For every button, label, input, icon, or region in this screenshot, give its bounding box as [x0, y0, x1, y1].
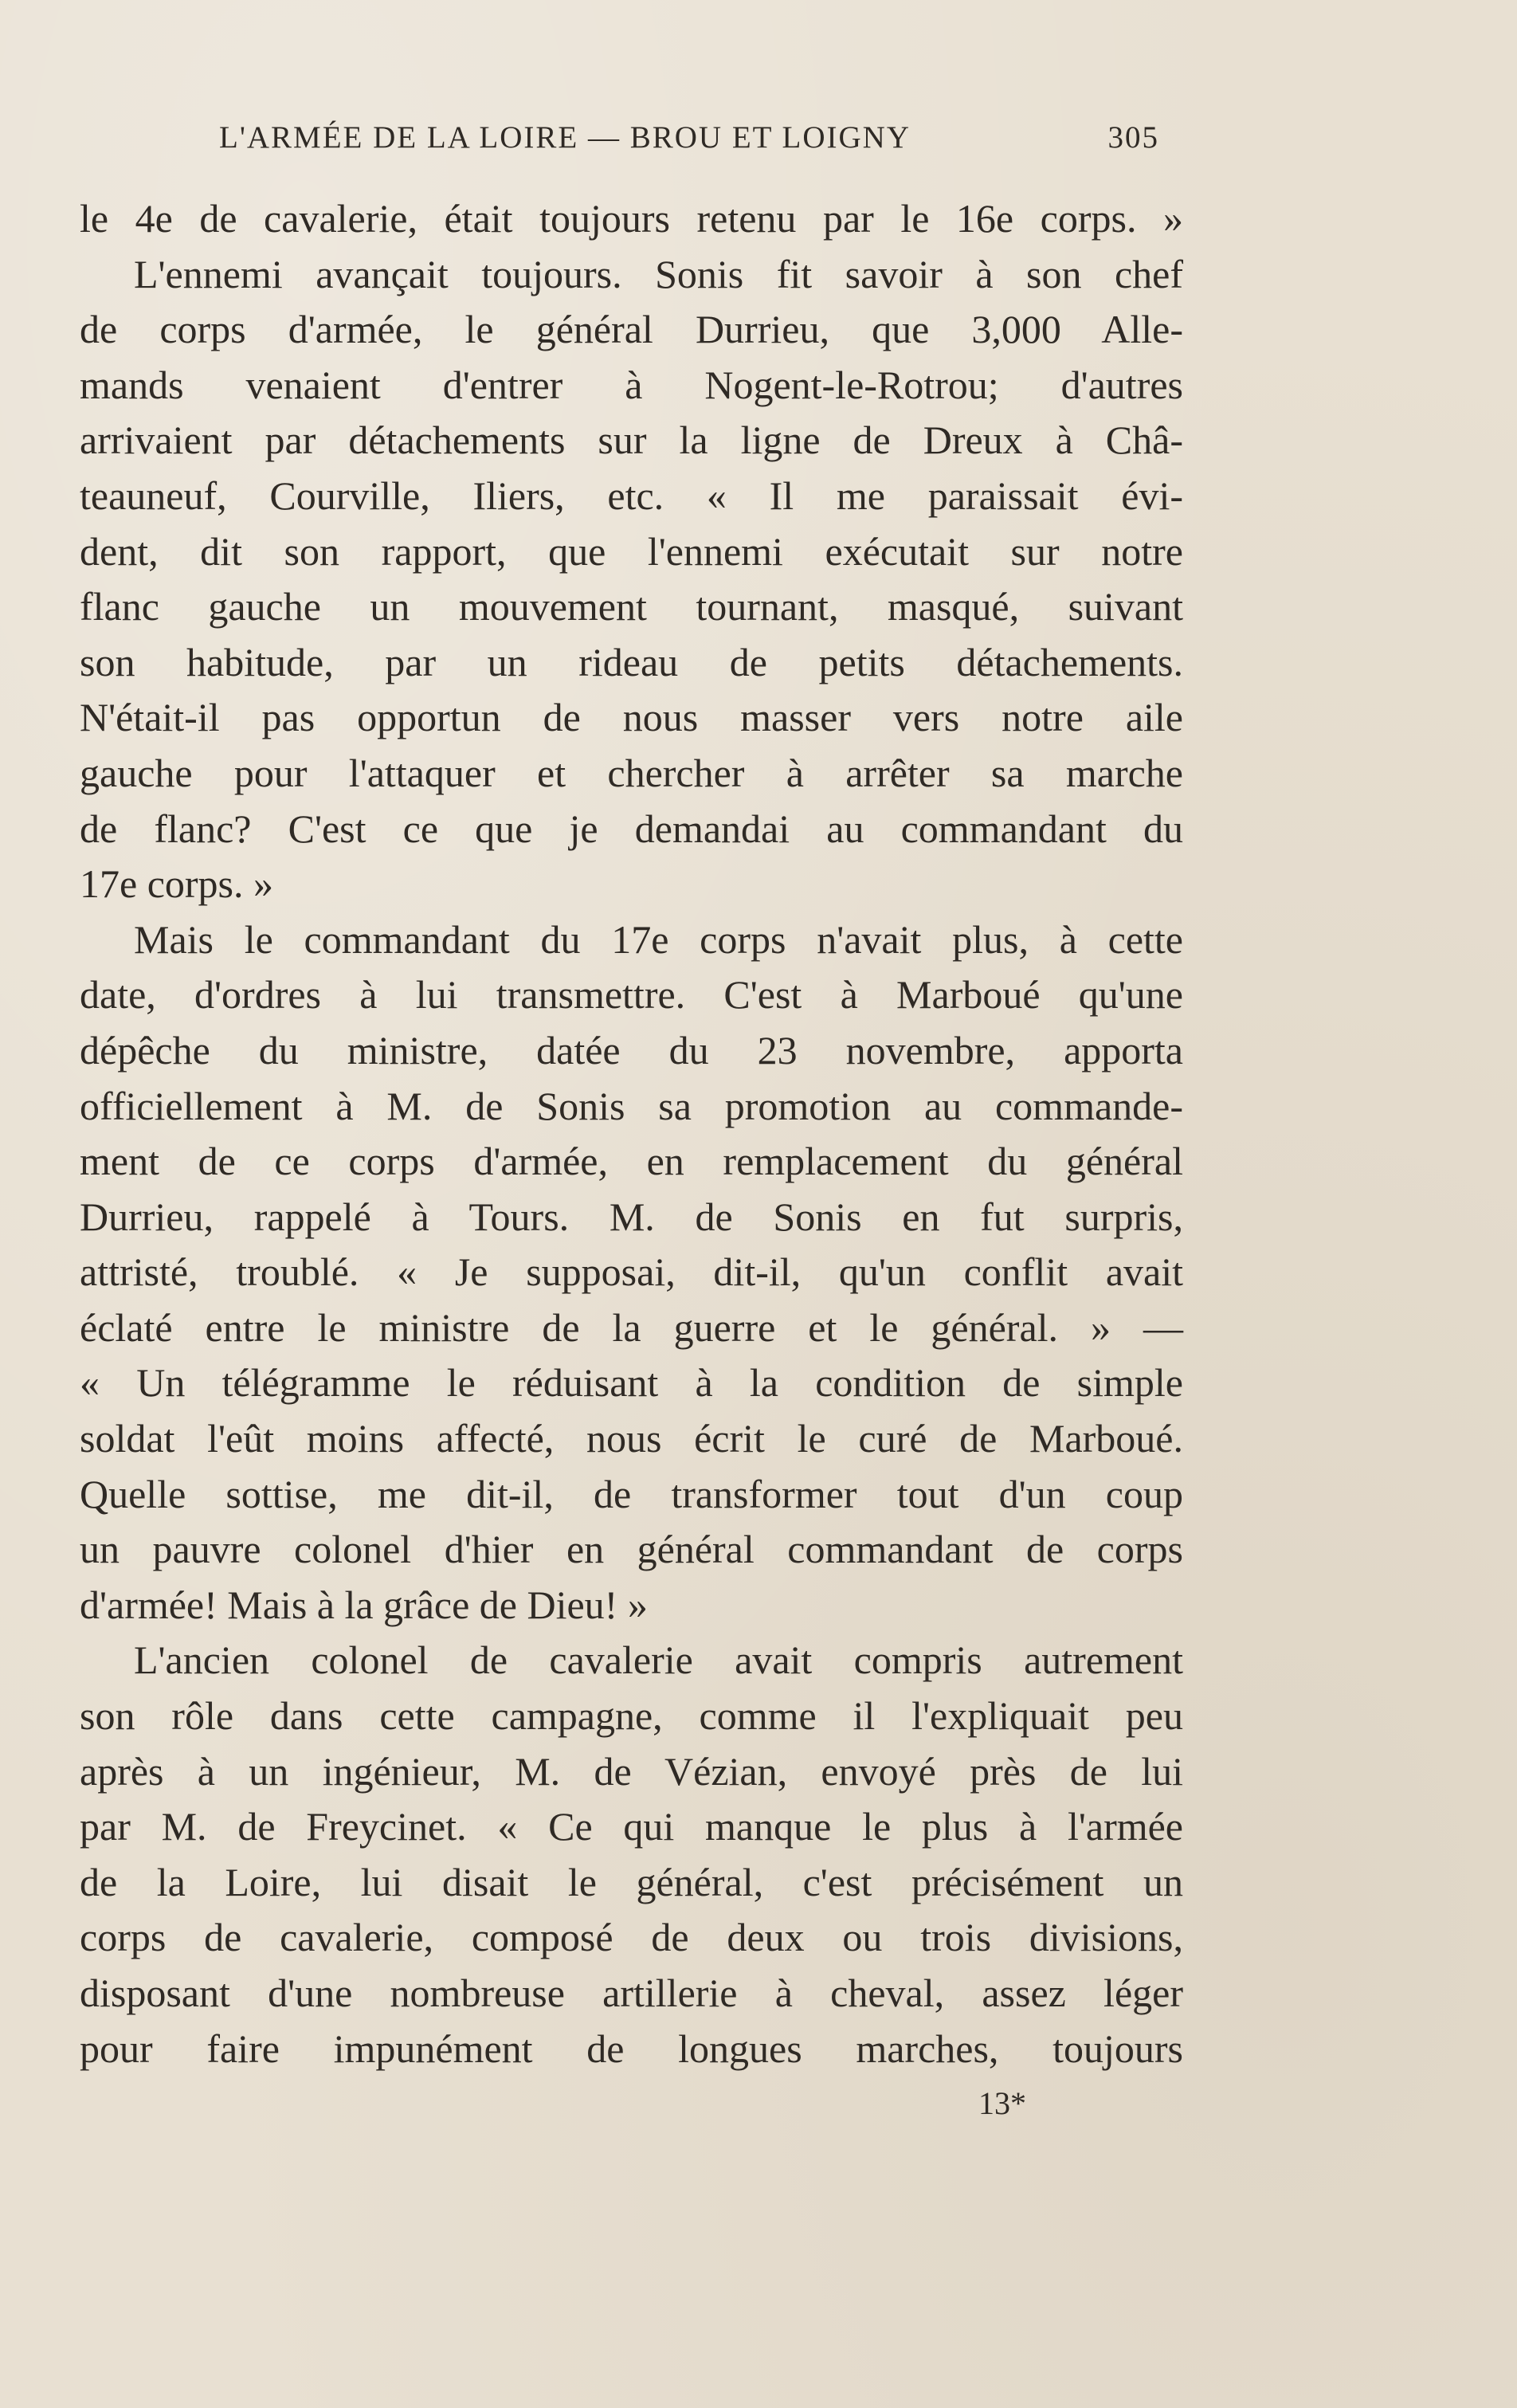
- text-line: par M. de Freycinet. « Ce qui manque le plus à l'armée: [80, 1804, 1183, 1849]
- text-line: mands venaient d'entrer à Nogent-le-Rotrou; d'autres: [80, 362, 1183, 407]
- running-title: L'ARMÉE DE LA LOIRE — BROU ET LOIGNY: [219, 120, 911, 155]
- text-line: un pauvre colonel d'hier en général commandant de corps: [80, 1527, 1183, 1572]
- text-line: soldat l'eût moins affecté, nous écrit le curé de Marboué.: [80, 1416, 1183, 1461]
- text-line: gauche pour l'attaquer et chercher à arrêter sa marche: [80, 750, 1183, 795]
- text-line: dépêche du ministre, datée du 23 novembre, apporta: [80, 1027, 1183, 1073]
- text-line: de flanc? C'est ce que je demandai au commandant du: [80, 806, 1183, 851]
- text-line: éclaté entre le ministre de la guerre et le général. » —: [80, 1304, 1183, 1350]
- text-line: « Un télégramme le réduisant à la condition de simple: [80, 1360, 1183, 1406]
- text-line: dent, dit son rapport, que l'ennemi exécutait sur notre: [80, 528, 1183, 574]
- text-line: teauneuf, Courville, Iliers, etc. « Il me paraissait évi-: [80, 473, 1183, 518]
- text-line: Mais le commandant du 17e corps n'avait plus, à cette: [134, 916, 1183, 962]
- text-line: après à un ingénieur, M. de Vézian, envoyé près de lui: [80, 1748, 1183, 1794]
- text-line: disposant d'une nombreuse artillerie à cheval, assez léger: [80, 1971, 1183, 2015]
- text-line: L'ennemi avançait toujours. Sonis fit savoir à son chef: [134, 251, 1183, 296]
- text-line: L'ancien colonel de cavalerie avait compris autrement: [134, 1637, 1183, 1683]
- text-line: arrivaient par détachements sur la ligne de Dreux à Châ-: [80, 418, 1183, 463]
- text-line: son rôle dans cette campagne, comme il l'expliquait peu: [80, 1693, 1183, 1739]
- signature-mark: 13*: [978, 2085, 1026, 2121]
- text-line: flanc gauche un mouvement tournant, masqué, suivant: [80, 584, 1183, 629]
- text-line: N'était-il pas opportun de nous masser vers notre aile: [80, 695, 1183, 740]
- text-line: de corps d'armée, le général Durrieu, que 3,000 Alle-: [80, 307, 1183, 352]
- text-line: officiellement à M. de Sonis sa promotion au commande-: [80, 1083, 1183, 1128]
- text-line: pour faire impunément de longues marches, toujours: [80, 2026, 1183, 2071]
- text-line: Durrieu, rappelé à Tours. M. de Sonis en fut surpris,: [80, 1194, 1183, 1239]
- text-line: 17e corps. »: [80, 861, 273, 907]
- page-number: 305: [1107, 120, 1159, 155]
- body-text: [80, 191, 1183, 2077]
- text-line: Quelle sottise, me dit-il, de transformer tout d'un coup: [80, 1471, 1183, 1516]
- text-line: ment de ce corps d'armée, en remplacement du général: [80, 1139, 1183, 1184]
- text-line: le 4e de cavalerie, était toujours retenu par le 16e corps. »: [80, 196, 1183, 241]
- page-header: [219, 120, 1159, 167]
- text-line: corps de cavalerie, composé de deux ou trois divisions,: [80, 1915, 1183, 1960]
- text-line: d'armée! Mais à la grâce de Dieu! »: [80, 1582, 648, 1627]
- text-line: attristé, troublé. « Je supposai, dit-il, qu'un conflit avait: [80, 1249, 1183, 1295]
- text-line: son habitude, par un rideau de petits détachements.: [80, 639, 1183, 684]
- text-line: de la Loire, lui disait le général, c'est précisément un: [80, 1859, 1183, 1904]
- text-line: date, d'ordres à lui transmettre. C'est à Marboué qu'une: [80, 972, 1183, 1018]
